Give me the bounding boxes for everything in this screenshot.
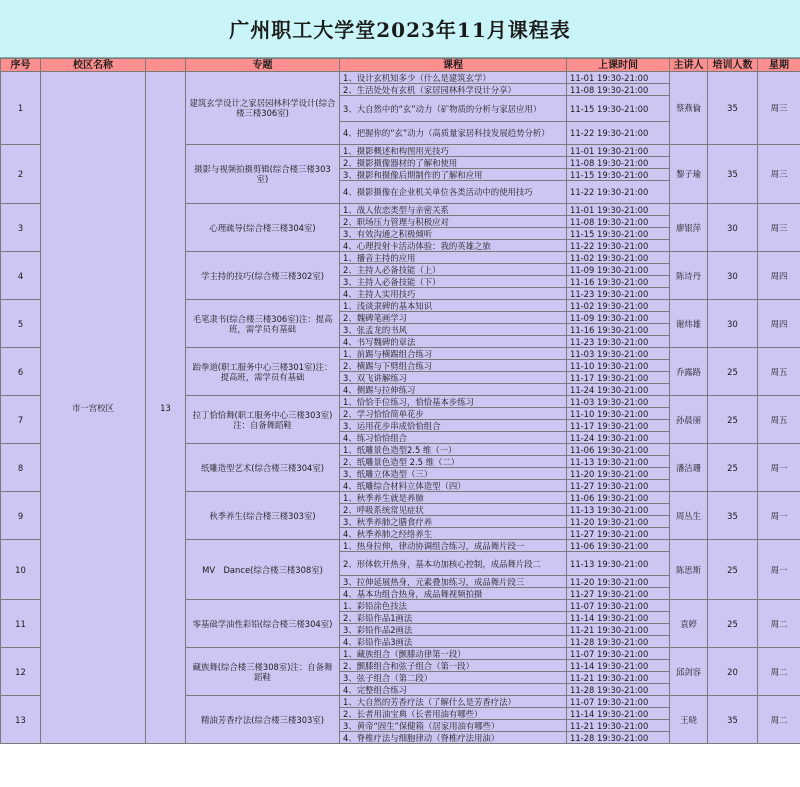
course-time: 11-20 19:30-21:00 — [567, 468, 670, 480]
header-index: 序号 — [1, 59, 41, 72]
course-time: 11-28 19:30-21:00 — [567, 636, 670, 648]
course-time: 11-22 19:30-21:00 — [567, 240, 670, 252]
course-time: 11-09 19:30-21:00 — [567, 312, 670, 324]
row-index: 13 — [1, 696, 41, 744]
people-count: 35 — [708, 696, 758, 744]
topic-name: 纸雕造型艺术(综合楼三楼304室) — [186, 444, 340, 492]
course-name: 3、双飞讲解练习 — [340, 372, 567, 384]
course-time: 11-02 19:30-21:00 — [567, 252, 670, 264]
weekday: 周五 — [758, 396, 800, 444]
course-name: 4、摄影摄像在企业机关单位各类活动中的使用技巧 — [340, 181, 567, 204]
row-index: 4 — [1, 252, 41, 300]
weekday: 周二 — [758, 696, 800, 744]
course-time: 11-27 19:30-21:00 — [567, 480, 670, 492]
course-time: 11-08 19:30-21:00 — [567, 216, 670, 228]
topic-name: 精油芳香疗法(综合楼三楼303室) — [186, 696, 340, 744]
weekday: 周三 — [758, 204, 800, 252]
course-time: 11-28 19:30-21:00 — [567, 684, 670, 696]
course-time: 11-13 19:30-21:00 — [567, 552, 670, 576]
topic-name: MV Dance(综合楼三楼308室) — [186, 540, 340, 600]
header-row — [1, 59, 800, 72]
course-name: 3、黄帝“固生”保健箱（居家用油有哪些） — [340, 720, 567, 732]
course-time: 11-07 19:30-21:00 — [567, 600, 670, 612]
teacher-name: 王晓 — [670, 696, 708, 744]
course-name: 1、播音主持的应用 — [340, 252, 567, 264]
course-name: 2、横踢与下劈组合练习 — [340, 360, 567, 372]
course-time: 11-03 19:30-21:00 — [567, 396, 670, 408]
course-time: 11-08 19:30-21:00 — [567, 84, 670, 96]
course-name: 3、彩铅作品2画法 — [340, 624, 567, 636]
course-name: 1、设计玄机知多少（什么是建筑玄学） — [340, 72, 567, 84]
course-time: 11-01 19:30-21:00 — [567, 204, 670, 216]
course-name: 2、职场压力管理与积极应对 — [340, 216, 567, 228]
course-time: 11-21 19:30-21:00 — [567, 720, 670, 732]
teacher-name: 陈思斯 — [670, 540, 708, 600]
topic-name: 建筑玄学设计之家居园林科学设计(综合楼三楼306室) — [186, 72, 340, 145]
topic-name: 摄影与视频拍摄剪辑(综合楼三楼303室) — [186, 145, 340, 204]
people-count: 35 — [708, 72, 758, 145]
course-time: 11-20 19:30-21:00 — [567, 516, 670, 528]
course-name: 4、彩铅作品3画法 — [340, 636, 567, 648]
course-name: 3、秋季养肺之膳食疗养 — [340, 516, 567, 528]
course-time: 11-14 19:30-21:00 — [567, 612, 670, 624]
course-time: 11-22 19:30-21:00 — [567, 122, 670, 145]
course-name: 4、秋季养肺之经络养生 — [340, 528, 567, 540]
topic-name: 心理疏导(综合楼三楼304室) — [186, 204, 340, 252]
weekday: 周四 — [758, 300, 800, 348]
topic-name: 零基础学油性彩铅(综合楼三楼304室) — [186, 600, 340, 648]
people-count: 25 — [708, 396, 758, 444]
course-time: 11-21 19:30-21:00 — [567, 624, 670, 636]
course-name: 3、弦子组合（第二段） — [340, 672, 567, 684]
course-time: 11-06 19:30-21:00 — [567, 444, 670, 456]
course-time: 11-20 19:30-21:00 — [567, 576, 670, 588]
row-index: 2 — [1, 145, 41, 204]
course-name: 1、摄影概述和构图用光技巧 — [340, 145, 567, 157]
people-count: 25 — [708, 444, 758, 492]
course-time: 11-06 19:30-21:00 — [567, 492, 670, 504]
course-name: 4、纸雕综合材料立体造型（四） — [340, 480, 567, 492]
weekday: 周三 — [758, 72, 800, 145]
course-name: 4、基本功组合热身，成品舞视频拍摄 — [340, 588, 567, 600]
row-index: 3 — [1, 204, 41, 252]
people-count: 30 — [708, 204, 758, 252]
course-name: 1、纸雕景色造型2.5 维（一） — [340, 444, 567, 456]
course-time: 11-06 19:30-21:00 — [567, 540, 670, 552]
course-name: 2、颤膝组合和弦子组合（第一段） — [340, 660, 567, 672]
course-time: 11-02 19:30-21:00 — [567, 300, 670, 312]
teacher-name: 孙晨丽 — [670, 396, 708, 444]
row-index: 6 — [1, 348, 41, 396]
course-name: 1、大自然的芳香疗法（了解什么是芳香疗法） — [340, 696, 567, 708]
page-title: 广州职工大学堂2023年11月课程表 — [0, 0, 800, 58]
course-name: 2、摄影摄像器材的了解和使用 — [340, 157, 567, 169]
course-name: 4、书写魏碑的章法 — [340, 336, 567, 348]
teacher-name: 潘洁珊 — [670, 444, 708, 492]
course-name: 4、侧踢与拉伸练习 — [340, 384, 567, 396]
course-name: 2、呼吸系统常见症状 — [340, 504, 567, 516]
course-name: 2、魏碑笔画学习 — [340, 312, 567, 324]
course-time: 11-23 19:30-21:00 — [567, 288, 670, 300]
course-time: 11-17 19:30-21:00 — [567, 420, 670, 432]
course-name: 1、热身拉伸，律动协调组合练习，成品舞片段一 — [340, 540, 567, 552]
course-name: 3、运用花步串成恰恰组合 — [340, 420, 567, 432]
course-time: 11-14 19:30-21:00 — [567, 708, 670, 720]
course-name: 3、拉伸延展热身，元素叠加练习，成品舞片段三 — [340, 576, 567, 588]
teacher-name: 廖银萍 — [670, 204, 708, 252]
people-count: 35 — [708, 492, 758, 540]
course-name: 4、脊椎疗法与细胞律动（脊椎疗法用油） — [340, 732, 567, 744]
row-index: 10 — [1, 540, 41, 600]
weekday: 周四 — [758, 252, 800, 300]
teacher-name: 袁婷 — [670, 600, 708, 648]
course-name: 2、学习恰恰简单花步 — [340, 408, 567, 420]
course-time: 11-27 19:30-21:00 — [567, 588, 670, 600]
course-time: 11-07 19:30-21:00 — [567, 648, 670, 660]
course-time: 11-24 19:30-21:00 — [567, 384, 670, 396]
header-topic: 专题 — [186, 59, 340, 72]
course-name: 1、藏族组合（颤膝动律第一段） — [340, 648, 567, 660]
weekday: 周五 — [758, 348, 800, 396]
course-time: 11-28 19:30-21:00 — [567, 732, 670, 744]
course-name: 4、把握你的“玄”动力（高质量家居科技发展趋势分析） — [340, 122, 567, 145]
people-count: 30 — [708, 252, 758, 300]
people-count: 30 — [708, 300, 758, 348]
course-name: 1、秋季养生就是养肺 — [340, 492, 567, 504]
course-name: 1、前踢与横踢组合练习 — [340, 348, 567, 360]
course-time: 11-16 19:30-21:00 — [567, 276, 670, 288]
course-time: 11-07 19:30-21:00 — [567, 696, 670, 708]
course-time: 11-21 19:30-21:00 — [567, 672, 670, 684]
course-time: 11-10 19:30-21:00 — [567, 360, 670, 372]
campus-name: 市一宫校区 — [41, 72, 146, 744]
row-index: 5 — [1, 300, 41, 348]
course-name: 3、大自然中的“玄”动力（矿物质的分析与家居应用） — [340, 96, 567, 122]
course-time: 11-13 19:30-21:00 — [567, 504, 670, 516]
topic-name: 藏族舞(综合楼三楼308室)注：自备舞蹈鞋 — [186, 648, 340, 696]
people-count: 25 — [708, 540, 758, 600]
schedule-table — [0, 58, 800, 744]
people-count: 25 — [708, 600, 758, 648]
course-name: 3、纸雕立体造型（三） — [340, 468, 567, 480]
weekday: 周二 — [758, 648, 800, 696]
teacher-name: 蔡燕倫 — [670, 72, 708, 145]
course-time: 11-16 19:30-21:00 — [567, 324, 670, 336]
header-teacher: 主讲人 — [670, 59, 708, 72]
course-name: 1、浅谈隶碑的基本知识 — [340, 300, 567, 312]
course-time: 11-23 19:30-21:00 — [567, 336, 670, 348]
course-name: 3、摄影和摄像后期制作的了解和应用 — [340, 169, 567, 181]
course-name: 1、战人依恋类型与亲密关系 — [340, 204, 567, 216]
weekday: 周一 — [758, 540, 800, 600]
row-index: 8 — [1, 444, 41, 492]
teacher-name: 周丛生 — [670, 492, 708, 540]
course-name: 1、恰恰手位练习，恰恰基本步练习 — [340, 396, 567, 408]
weekday: 周二 — [758, 600, 800, 648]
weekday: 周一 — [758, 492, 800, 540]
course-time: 11-14 19:30-21:00 — [567, 660, 670, 672]
course-time: 11-27 19:30-21:00 — [567, 528, 670, 540]
course-time: 11-17 19:30-21:00 — [567, 372, 670, 384]
course-name: 4、主持人实用技巧 — [340, 288, 567, 300]
course-time: 11-01 19:30-21:00 — [567, 72, 670, 84]
teacher-name: 陈诗丹 — [670, 252, 708, 300]
header-weekday: 星期 — [758, 59, 800, 72]
row-index: 7 — [1, 396, 41, 444]
course-name: 3、张孟龙的书风 — [340, 324, 567, 336]
course-time: 11-03 19:30-21:00 — [567, 348, 670, 360]
teacher-name: 黎子瑜 — [670, 145, 708, 204]
course-name: 2、彩铅作品1画法 — [340, 612, 567, 624]
campus-count: 13 — [146, 72, 186, 744]
row-index: 1 — [1, 72, 41, 145]
weekday: 周一 — [758, 444, 800, 492]
course-time: 11-08 19:30-21:00 — [567, 157, 670, 169]
course-time: 11-15 19:30-21:00 — [567, 169, 670, 181]
topic-name: 跆拳道(职工服务中心三楼301室)注：提高班，需学员有基础 — [186, 348, 340, 396]
course-time: 11-15 19:30-21:00 — [567, 96, 670, 122]
teacher-name: 谢炜雄 — [670, 300, 708, 348]
course-name: 2、纸雕景色造型 2.5 维（二） — [340, 456, 567, 468]
people-count: 25 — [708, 348, 758, 396]
course-name: 3、主持人必备技能（下） — [340, 276, 567, 288]
header-count — [146, 59, 186, 72]
course-time: 11-01 19:30-21:00 — [567, 145, 670, 157]
course-name: 2、形体软开热身，基本功加核心控制，成品舞片段二 — [340, 552, 567, 576]
course-time: 11-22 19:30-21:00 — [567, 181, 670, 204]
course-time: 11-10 19:30-21:00 — [567, 408, 670, 420]
course-name: 2、长者用油宝典（长者用油有哪些） — [340, 708, 567, 720]
teacher-name: 乔露路 — [670, 348, 708, 396]
course-name: 1、彩铅涂色技法 — [340, 600, 567, 612]
course-name: 4、练习恰恰组合 — [340, 432, 567, 444]
course-time: 11-13 19:30-21:00 — [567, 456, 670, 468]
header-course: 课程 — [340, 59, 567, 72]
course-name: 4、完整组合练习 — [340, 684, 567, 696]
course-name: 4、心理投射卡活动体验：我的英雄之旅 — [340, 240, 567, 252]
weekday: 周三 — [758, 145, 800, 204]
course-time: 11-09 19:30-21:00 — [567, 264, 670, 276]
header-people: 培训人数 — [708, 59, 758, 72]
header-time: 上课时间 — [567, 59, 670, 72]
table-row — [1, 72, 800, 84]
topic-name: 秋季养生(综合楼三楼303室) — [186, 492, 340, 540]
teacher-name: 邱剑容 — [670, 648, 708, 696]
course-name: 2、生活处处有玄机（家居园林科学设计分享） — [340, 84, 567, 96]
course-time: 11-15 19:30-21:00 — [567, 228, 670, 240]
topic-name: 拉丁恰恰舞(职工服务中心三楼303室)注：自备舞蹈鞋 — [186, 396, 340, 444]
header-campus: 校区名称 — [41, 59, 146, 72]
course-name: 3、有效沟通之积极倾听 — [340, 228, 567, 240]
course-time: 11-24 19:30-21:00 — [567, 432, 670, 444]
topic-name: 学主持的技巧(综合楼三楼302室) — [186, 252, 340, 300]
row-index: 9 — [1, 492, 41, 540]
row-index: 11 — [1, 600, 41, 648]
topic-name: 毛笔隶书(综合楼三楼306室)注：提高班，需学员有基础 — [186, 300, 340, 348]
people-count: 35 — [708, 145, 758, 204]
row-index: 12 — [1, 648, 41, 696]
course-name: 2、主持人必备技能（上） — [340, 264, 567, 276]
people-count: 20 — [708, 648, 758, 696]
